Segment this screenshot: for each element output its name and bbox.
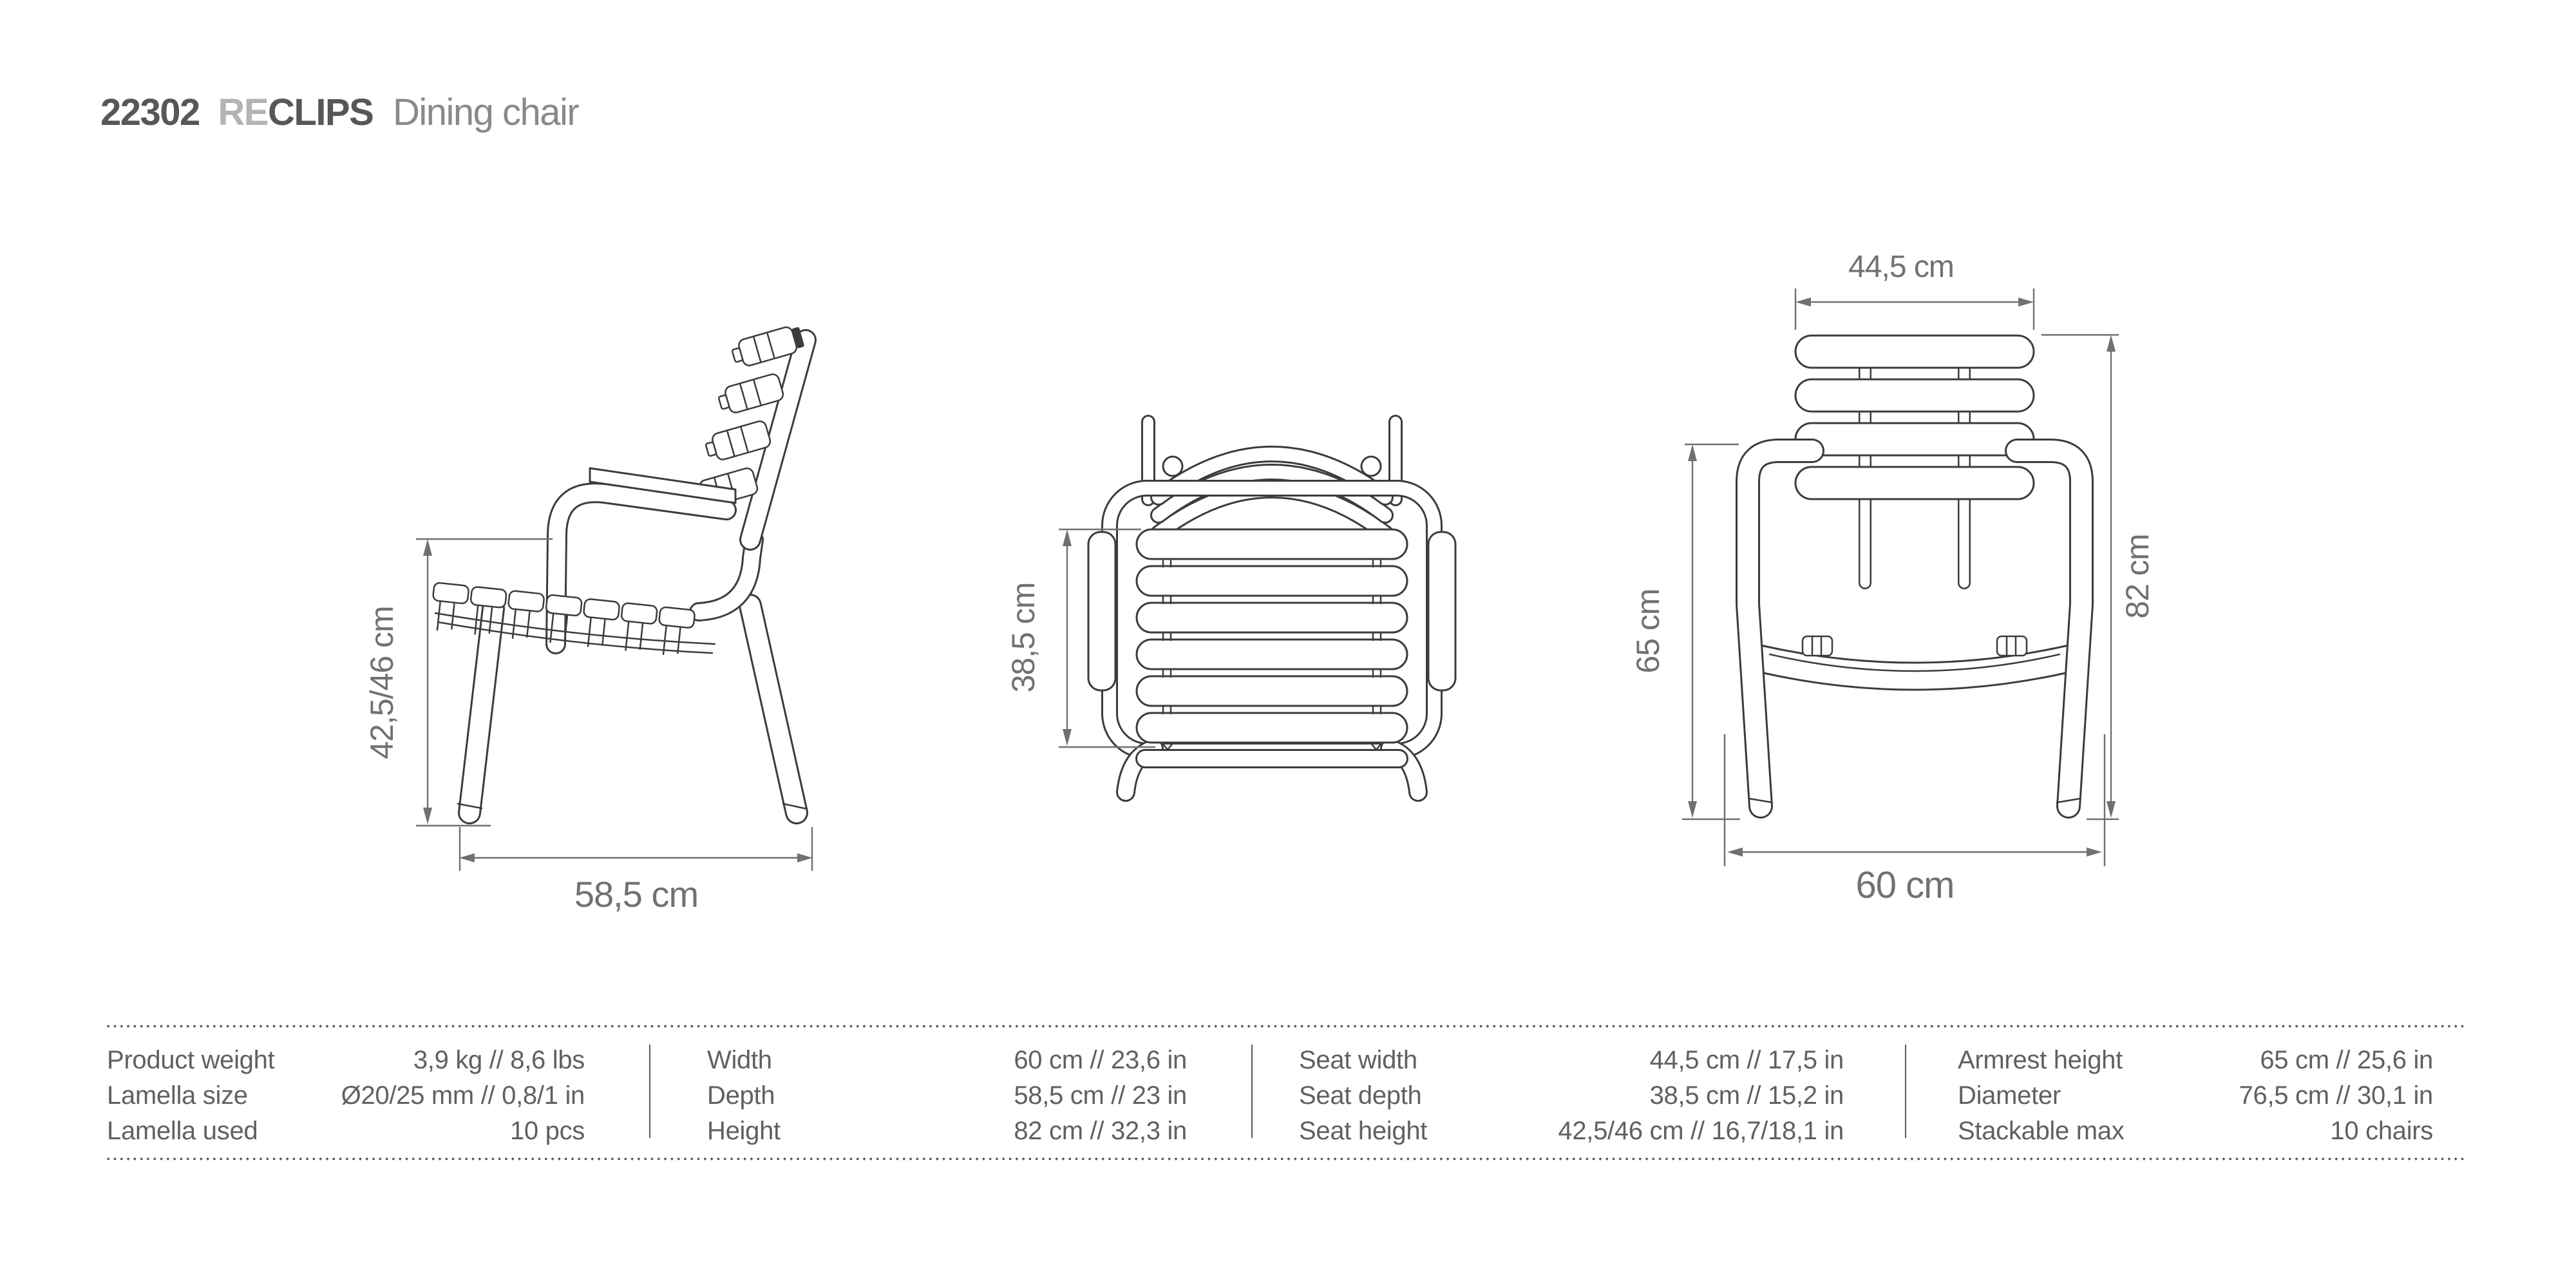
side-front-leg: [458, 609, 493, 813]
front-seat: [1761, 636, 2069, 690]
spec-label: Product weight: [107, 1046, 275, 1074]
spec-value: 58,5 cm // 23 in: [1014, 1081, 1187, 1110]
spec-value: 44,5 cm // 17,5 in: [1649, 1046, 1844, 1074]
spec-column-misc: [1906, 1043, 2465, 1159]
top-armrest-right: [1428, 532, 1455, 690]
spec-table: [105, 1026, 2467, 1159]
spec-label: Lamella size: [107, 1081, 248, 1110]
backrest-clip: [703, 420, 772, 463]
dotted-divider-bottom: [105, 1157, 2467, 1161]
spec-label: Armrest height: [1958, 1046, 2123, 1074]
dimension-armrest-height: [1630, 444, 1740, 819]
spec-label: Seat width: [1299, 1046, 1417, 1074]
spec-column-seat: [1253, 1043, 1905, 1159]
backrest-clip: [716, 373, 784, 416]
spec-label: Lamella used: [107, 1117, 258, 1145]
spec-row: [1299, 1078, 1844, 1114]
product-type: Dining chair: [392, 91, 579, 133]
spec-label: Depth: [707, 1081, 775, 1110]
spec-value: 3,9 kg // 8,6 lbs: [413, 1046, 585, 1074]
product-code: 22302: [100, 91, 200, 133]
dimension-total-width: [1725, 734, 2105, 906]
spec-value: 42,5/46 cm // 16,7/18,1 in: [1558, 1117, 1844, 1145]
spec-value: 82 cm // 32,3 in: [1014, 1117, 1187, 1145]
total-height-label: 82 cm: [2119, 534, 2155, 619]
spec-row: [1958, 1114, 2433, 1149]
spec-column-dimensions: [650, 1043, 1251, 1159]
series-name-re: RE: [218, 91, 268, 133]
front-backrest-slats: [1795, 336, 2034, 499]
spec-row: [707, 1078, 1187, 1114]
front-left-armrest-leg: [1748, 451, 1812, 806]
seat-height-label: 42,5/46 cm: [364, 606, 400, 759]
spec-row: [707, 1043, 1187, 1078]
dimension-seat-width: [1795, 250, 2034, 330]
dimension-seat-depth: [1005, 529, 1155, 747]
spec-label: Seat depth: [1299, 1081, 1422, 1110]
top-seat-slats: [1137, 529, 1407, 750]
spec-row: [1958, 1078, 2433, 1114]
front-view-drawing: [1630, 250, 2155, 906]
dimension-depth: [459, 827, 813, 915]
dimension-seat-height: [364, 539, 553, 826]
spec-row: [1299, 1043, 1844, 1078]
spec-value: 38,5 cm // 15,2 in: [1649, 1081, 1844, 1110]
total-width-label: 60 cm: [1855, 864, 1955, 906]
spec-row: [707, 1114, 1187, 1149]
spec-label: Seat height: [1299, 1117, 1428, 1145]
spec-value: 76,5 cm // 30,1 in: [2239, 1081, 2433, 1110]
depth-label: 58,5 cm: [574, 874, 699, 915]
spec-row: [1958, 1043, 2433, 1078]
spec-row: [107, 1078, 585, 1114]
spec-label: Diameter: [1958, 1081, 2061, 1110]
seat-width-label: 44,5 cm: [1848, 250, 1954, 284]
side-back-leg: [750, 605, 807, 813]
top-armrest-left: [1088, 532, 1115, 690]
seat-depth-label: 38,5 cm: [1005, 582, 1041, 693]
top-view-drawing: [1005, 422, 1455, 792]
spec-row: [107, 1114, 585, 1149]
spec-label: Width: [707, 1046, 772, 1074]
spec-value: Ø20/25 mm // 0,8/1 in: [341, 1081, 585, 1110]
spec-label: Height: [707, 1117, 781, 1145]
spec-row: [107, 1043, 585, 1078]
dimension-total-height: [2041, 335, 2155, 819]
dotted-divider-top: [105, 1025, 2467, 1028]
spec-value: 10 chairs: [2330, 1117, 2433, 1145]
spec-value: 10 pcs: [509, 1117, 585, 1145]
spec-label: Stackable max: [1958, 1117, 2125, 1145]
side-view-drawing: [364, 323, 813, 915]
spec-value: 60 cm // 23,6 in: [1014, 1046, 1187, 1074]
front-right-armrest-leg: [2017, 451, 2081, 806]
series-name-clips: CLIPS: [268, 91, 374, 133]
spec-row: [1299, 1114, 1844, 1149]
spec-value: 65 cm // 25,6 in: [2260, 1046, 2433, 1074]
spec-column-general: [105, 1043, 649, 1159]
top-back-feet: [1126, 748, 1418, 792]
armrest-height-label: 65 cm: [1630, 589, 1666, 674]
